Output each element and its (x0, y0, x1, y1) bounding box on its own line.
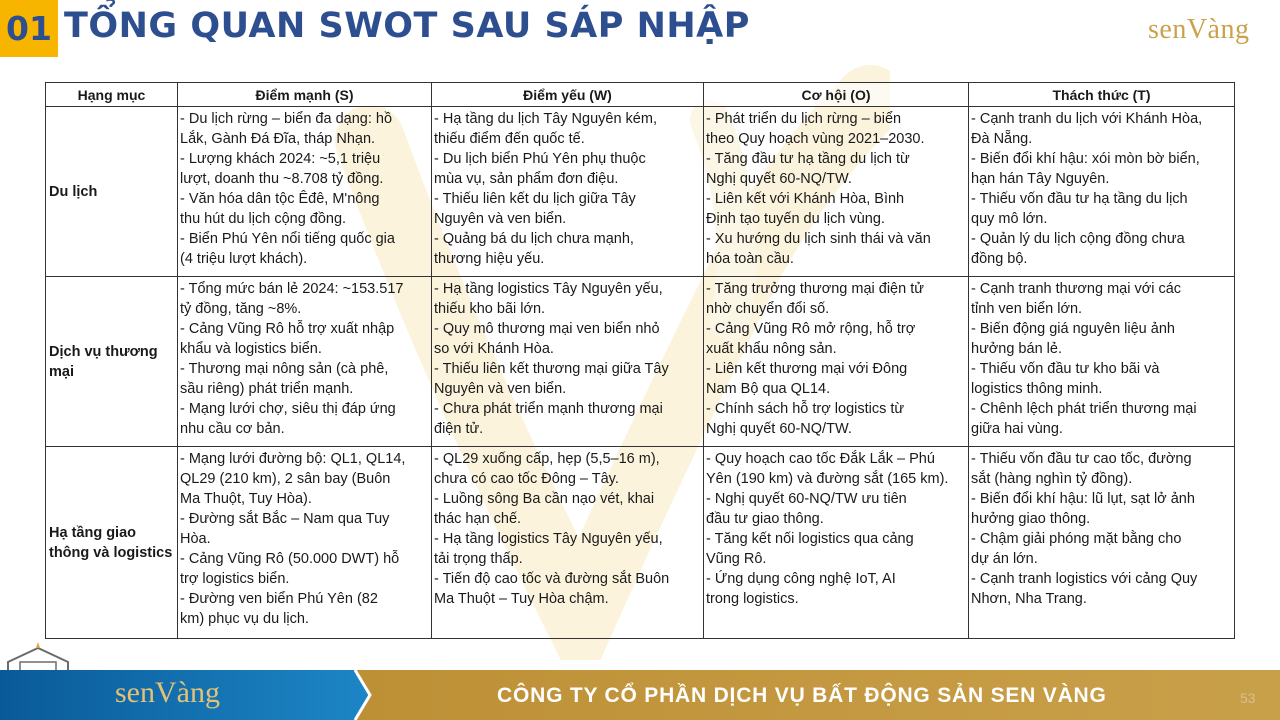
opportunities-cell (704, 107, 969, 277)
cell-line: - Hạ tầng logistics Tây Nguyên yếu, (434, 281, 663, 297)
threats-cell (969, 107, 1235, 277)
cell-line: khẩu và logistics biển. (180, 341, 322, 357)
cell-line: tải trọng thấp. (434, 551, 523, 567)
cell-line: Nam Bộ qua QL14. (706, 381, 831, 397)
cell-line: hóa toàn cầu. (706, 251, 794, 267)
cell-line: nhờ chuyển đổi số. (706, 301, 830, 317)
cell-line: - Cảng Vũng Rô hỗ trợ xuất nhập (180, 321, 395, 337)
cell-line: đồng bộ. (971, 251, 1028, 267)
strengths-cell (178, 107, 432, 277)
cell-line: Ma Thuột – Tuy Hòa chậm. (434, 591, 609, 607)
cell-line: Nghị quyết 60-NQ/TW. (706, 171, 852, 187)
brand-logo-text: senVàng (1148, 14, 1250, 45)
cell-line: - Biến đổi khí hậu: lũ lụt, sạt lở ảnh (971, 491, 1195, 507)
cell-line: - Cạnh tranh logistics với cảng Quy (971, 571, 1198, 587)
weaknesses-cell (432, 107, 704, 277)
cell-line: - Cạnh tranh thương mại với các (971, 281, 1182, 297)
threats-cell (969, 277, 1235, 447)
strengths-cell (178, 447, 432, 639)
page-title: TỔNG QUAN SWOT SAU SÁP NHẬP (64, 6, 750, 46)
row-commerce (46, 277, 1235, 447)
threats-cell (969, 447, 1235, 639)
cell-line: theo Quy hoạch vùng 2021–2030. (706, 131, 925, 147)
opportunities-cell (704, 277, 969, 447)
cell-line: - Nghị quyết 60-NQ/TW ưu tiên (706, 491, 907, 507)
cell-line: Vũng Rô. (706, 551, 767, 567)
cell-line: - Ứng dụng công nghệ IoT, AI (706, 571, 896, 587)
section-number-badge: 01 (0, 0, 58, 57)
cell-line: - Xu hướng du lịch sinh thái và văn (706, 231, 931, 247)
header-category: Hạng mục (46, 83, 178, 107)
cell-line: hưởng bán lẻ. (971, 341, 1062, 357)
cell-line: tỷ đồng, tăng ~8%. (180, 301, 302, 317)
cell-line: - Liên kết thương mại với Đông (706, 361, 908, 377)
cell-line: hạn hán Tây Nguyên. (971, 171, 1110, 187)
cell-line: - Biển Phú Yên nổi tiếng quốc gia (180, 231, 395, 247)
table-header-row (46, 83, 1235, 107)
cell-line: Nhơn, Nha Trang. (971, 591, 1087, 607)
cell-line: - Luồng sông Ba cần nạo vét, khai (434, 491, 655, 507)
cell-line: chưa có cao tốc Đông – Tây. (434, 471, 619, 487)
cell-line: Nguyên và ven biển. (434, 381, 567, 397)
cell-line: - Chênh lệch phát triển thương mại (971, 401, 1197, 417)
cell-line: - Liên kết với Khánh Hòa, Bình (706, 191, 905, 207)
cell-line: - Chính sách hỗ trợ logistics từ (706, 401, 905, 417)
cell-line: lượt, doanh thu ~8.708 tỷ đồng. (180, 171, 384, 187)
footer-brand-logo: senVàng (115, 676, 220, 709)
cell-line: sầu riêng) phát triển mạnh. (180, 381, 354, 397)
cell-line: Nguyên và ven biển. (434, 211, 567, 227)
category-cell: Du lịch (46, 107, 178, 277)
weaknesses-cell (432, 277, 704, 447)
cell-line: - Quy mô thương mại ven biển nhỏ (434, 321, 660, 337)
cell-line: - Tăng kết nối logistics qua cảng (706, 531, 914, 547)
cell-line: - Thiếu liên kết thương mại giữa Tây (434, 361, 669, 377)
cell-line: - Biến đổi khí hậu: xói mòn bờ biển, (971, 151, 1200, 167)
cell-line: - Du lịch biển Phú Yên phụ thuộc (434, 151, 646, 167)
cell-line: - Quy hoạch cao tốc Đắk Lắk – Phú (706, 451, 935, 467)
cell-line: Đà Nẵng. (971, 131, 1033, 147)
cell-line: thương hiệu yếu. (434, 251, 545, 267)
cell-line: - Chưa phát triển mạnh thương mại (434, 401, 663, 417)
cell-line: - Mạng lưới chợ, siêu thị đáp ứng (180, 401, 396, 417)
footer-company-name: CÔNG TY CỔ PHẦN DỊCH VỤ BẤT ĐỘNG SẢN SEN VÀNG (497, 684, 1107, 707)
cell-line: - Thiếu liên kết du lịch giữa Tây (434, 191, 636, 207)
weaknesses-cell (432, 447, 704, 639)
footer-bar (0, 670, 1280, 720)
cell-line: km) phục vụ du lịch. (180, 611, 309, 627)
cell-line: - Du lịch rừng – biển đa dạng: hồ (180, 111, 393, 127)
cell-line: - Thiếu vốn đầu tư hạ tầng du lịch (971, 191, 1188, 207)
cell-line: quy mô lớn. (971, 211, 1048, 227)
cell-line: - Hạ tầng logistics Tây Nguyên yếu, (434, 531, 663, 547)
cell-line: - Cảng Vũng Rô mở rộng, hỗ trợ (706, 321, 916, 337)
cell-line: QL29 (210 km), 2 sân bay (Buôn (180, 471, 391, 487)
cell-line: mùa vụ, sản phẩm đơn điệu. (434, 171, 619, 187)
page-number: 53 (1240, 690, 1256, 706)
cell-line: - Cảng Vũng Rô (50.000 DWT) hỗ (180, 551, 400, 567)
cell-line: - Quản lý du lịch cộng đồng chưa (971, 231, 1185, 247)
cell-line: sắt (hàng nghìn tỷ đồng). (971, 471, 1133, 487)
header-weaknesses: Điểm yếu (W) (432, 83, 704, 107)
cell-line: Định tạo tuyến du lịch vùng. (706, 211, 885, 227)
cell-line: nhu cầu cơ bản. (180, 421, 285, 437)
opportunities-cell (704, 447, 969, 639)
cell-line: - Tăng trưởng thương mại điện tử (706, 281, 924, 297)
cell-line: Hòa. (180, 531, 211, 547)
cell-line: thiếu kho bãi lớn. (434, 301, 546, 317)
cell-line: - Đường sắt Bắc – Nam qua Tuy (180, 511, 390, 527)
cell-line: - Thiếu vốn đầu tư kho bãi và (971, 361, 1160, 377)
cell-line: thác hạn chế. (434, 511, 522, 527)
category-cell: Hạ tầng giao thông và logistics (46, 447, 178, 639)
cell-line: - Mạng lưới đường bộ: QL1, QL14, (180, 451, 406, 467)
cell-line: - Thương mại nông sản (cà phê, (180, 361, 389, 377)
cell-line: Ma Thuột, Tuy Hòa). (180, 491, 312, 507)
cell-line: - QL29 xuống cấp, hẹp (5,5–16 m), (434, 451, 660, 467)
cell-line: đầu tư giao thông. (706, 511, 824, 527)
cell-line: - Thiếu vốn đầu tư cao tốc, đường (971, 451, 1192, 467)
cell-line: (4 triệu lượt khách). (180, 251, 308, 267)
cell-line: - Quảng bá du lịch chưa mạnh, (434, 231, 634, 247)
header-threats: Thách thức (T) (969, 83, 1235, 107)
cell-line: - Lượng khách 2024: ~5,1 triệu (180, 151, 381, 167)
cell-line: - Tổng mức bán lẻ 2024: ~153.517 (180, 281, 404, 297)
cell-line: điện tử. (434, 421, 484, 437)
cell-line: - Cạnh tranh du lịch với Khánh Hòa, (971, 111, 1203, 127)
swot-table (45, 82, 1235, 639)
row-tourism (46, 107, 1235, 277)
cell-line: - Hạ tầng du lịch Tây Nguyên kém, (434, 111, 657, 127)
cell-line: xuất khẩu nông sản. (706, 341, 837, 357)
strengths-cell (178, 277, 432, 447)
cell-line: trong logistics. (706, 591, 799, 607)
row-transport (46, 447, 1235, 639)
cell-line: - Biến động giá nguyên liệu ảnh (971, 321, 1175, 337)
cell-line: Yên (190 km) và đường sắt (165 km). (706, 471, 949, 487)
cell-line: - Tăng đầu tư hạ tầng du lịch từ (706, 151, 910, 167)
cell-line: logistics thông minh. (971, 381, 1103, 397)
cell-line: - Chậm giải phóng mặt bằng cho (971, 531, 1182, 547)
cell-line: giữa hai vùng. (971, 421, 1063, 437)
cell-line: hưởng giao thông. (971, 511, 1091, 527)
cell-line: dự án lớn. (971, 551, 1038, 567)
brand-logo-top (1148, 6, 1274, 50)
cell-line: - Đường ven biển Phú Yên (82 (180, 591, 378, 607)
cell-line: - Văn hóa dân tộc Êđê, M'nông (180, 191, 380, 207)
cell-line: thiếu điểm đến quốc tế. (434, 131, 585, 147)
cell-line: trợ logistics biển. (180, 571, 290, 587)
category-cell: Dịch vụ thương mại (46, 277, 178, 447)
cell-line: Lắk, Gành Đá Đĩa, tháp Nhạn. (180, 131, 376, 147)
cell-line: - Tiến độ cao tốc và đường sắt Buôn (434, 571, 670, 587)
cell-line: so với Khánh Hòa. (434, 341, 554, 357)
cell-line: - Phát triển du lịch rừng – biển (706, 111, 902, 127)
cell-line: Nghị quyết 60-NQ/TW. (706, 421, 852, 437)
cell-line: thu hút du lịch cộng đồng. (180, 211, 347, 227)
header-strengths: Điểm mạnh (S) (178, 83, 432, 107)
header-opportunities: Cơ hội (O) (704, 83, 969, 107)
cell-line: tỉnh ven biển lớn. (971, 301, 1083, 317)
